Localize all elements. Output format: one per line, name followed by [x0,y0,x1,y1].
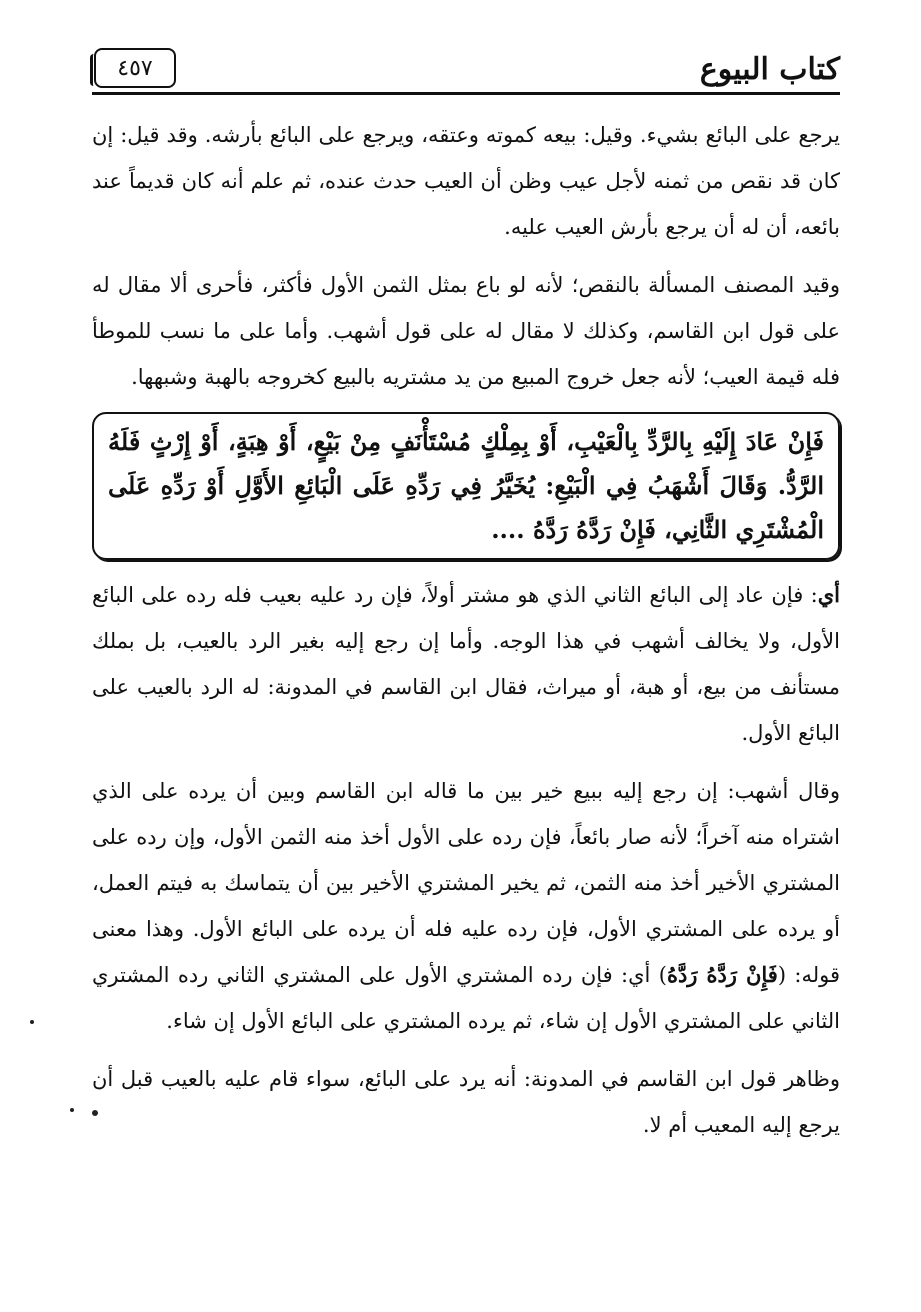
matn-quote: فَإِنْ رَدَّهُ رَدَّهُ [666,962,778,987]
page-number: ٤٥٧ [94,48,176,88]
book-title: كتاب البيوع [699,52,840,87]
matn-text: فَإِنْ عَادَ إِلَيْهِ بِالرَّدِّ بِالْعَيْبِ، أَوْ بِمِلْكٍ مُسْتَأْنَفٍ مِنْ بَيْعٍ، أَوْ هِبَةٍ، أَوْ إِرْثٍ فَلَهُ الرَّدُّ. وَقَالَ أَشْهَبُ فِي الْبَيْعِ: يُخَيَّرُ فِي رَدِّهِ عَلَى الْبَائِعِ الأَوَّلِ أَوْ رَدِّهِ عَلَى الْمُشْتَرِي الثَّانِي، فَإِنْ رَدَّهُ رَدَّهُ .... [108,427,824,544]
paragraph: يرجع على البائع بشيء. وقيل: بيعه كموته وعتقه، ويرجع على البائع بأرشه. وقد قيل: إن كان قد نقص من ثمنه لأجل عيب وظن أن العيب حدث عنده، ثم علم أنه كان قديماً عند بائعه، أن له أن يرجع بأرش العيب عليه. [92,123,840,239]
commentary-paragraph [92,768,840,1044]
commentary-text: ) أي: فإن رده المشتري الأول على المشتري الثاني رده المشتري الثاني على المشتري الأول إن شاء، ثم يرده المشتري على البائع الأول إن شاء. [92,963,840,1033]
commentary-text: : فإن عاد إلى البائع الثاني الذي هو مشتر أولاً، فإن رد عليه بعيب فله رده على البائع الأول، ولا يخالف أشهب في هذا الوجه. وأما إن رجع إليه بغير الرد بالعيب، بل بملك مستأنف من بيع، أو هبة، أو ميراث، فقال ابن القاسم في المدونة: له الرد بالعيب على البائع الأول. [92,583,840,745]
commentary-lead: أي [817,582,840,607]
page-body [92,112,840,1160]
paragraph: وقيد المصنف المسألة بالنقص؛ لأنه لو باع بمثل الثمن الأول فأكثر، فأحرى ألا مقال له على قول ابن القاسم، وكذلك لا مقال له على قول أشهب. وأما على ما نسب للموطأ فله قيمة العيب؛ لأنه جعل خروج المبيع من يد مشتريه بالبيع كخروجه بالهبة وشبهها. [92,273,840,389]
margin-dot [30,1020,34,1024]
matn-box [92,412,840,560]
commentary-paragraph: وظاهر قول ابن القاسم في المدونة: أنه يرد على البائع، سواء قام عليه بالعيب قبل أن يرجع إليه المعيب أم لا. [92,1067,840,1137]
commentary-text: وقال أشهب: إن رجع إليه ببيع خير بين ما قاله ابن القاسم وبين أن يرده على الذي اشتراه منه آخراً؛ لأنه صار بائعاً، فإن رده على الأول أخذ منه الثمن الأول، وإن رده على المشتري الأخير أخذ منه الثمن، ثم يخير المشتري الأخير بين أن يتماسك به فيتم العمل، أو يرده على المشتري الأول، فإن رده عليه فله أن يرده على البائع الأول. وهذا معنى قوله: ( [92,779,840,987]
margin-dot [92,1110,98,1116]
margin-dot [70,1108,74,1112]
page-header [92,40,840,96]
header-rule [92,92,840,95]
commentary-paragraph [92,572,840,756]
